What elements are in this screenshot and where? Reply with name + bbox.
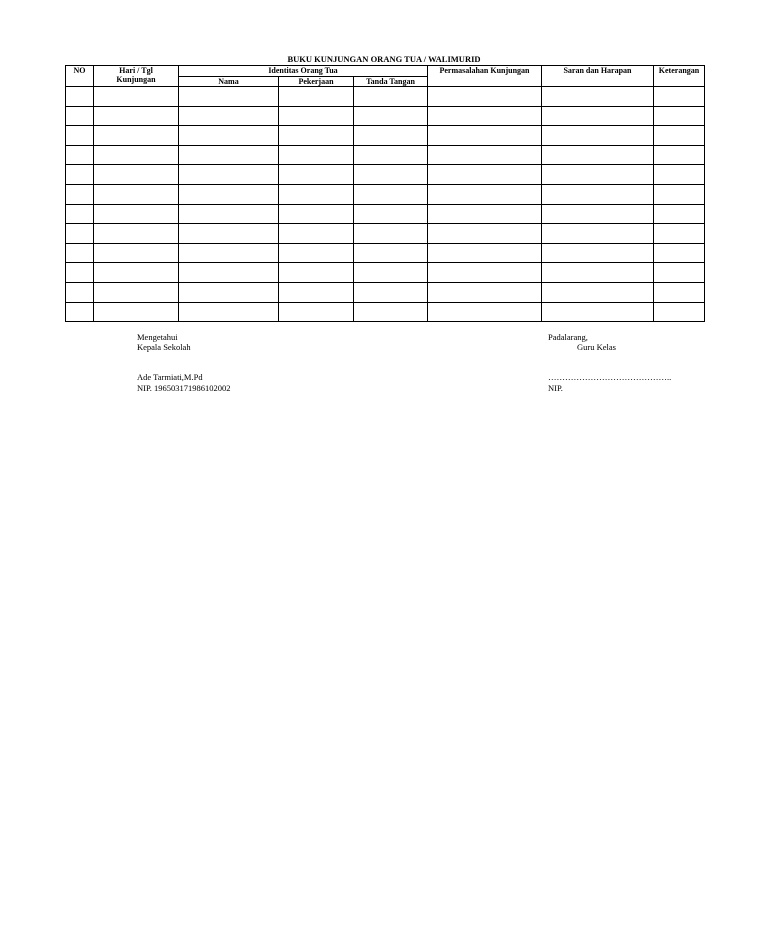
table-cell xyxy=(66,204,94,224)
table-cell xyxy=(542,106,654,126)
table-cell xyxy=(542,126,654,146)
table-cell xyxy=(94,302,179,322)
table-cell xyxy=(654,263,705,283)
table-cell xyxy=(428,106,542,126)
table-cell xyxy=(354,302,428,322)
table-cell xyxy=(179,184,279,204)
header-date-line1: Hari / Tgl xyxy=(119,66,153,75)
right-signer-name-blank: …………………………………….. xyxy=(548,372,672,382)
table-cell xyxy=(354,224,428,244)
table-cell xyxy=(279,87,354,107)
table-cell xyxy=(66,106,94,126)
table-cell xyxy=(428,263,542,283)
table-cell xyxy=(654,126,705,146)
table-row xyxy=(66,87,705,107)
table-cell xyxy=(66,126,94,146)
table-header xyxy=(66,66,705,87)
table-cell xyxy=(354,204,428,224)
left-signer-name: Ade Tarmiati,M.Pd xyxy=(137,372,203,382)
table-cell xyxy=(66,302,94,322)
table-cell xyxy=(654,165,705,185)
header-parent-identity: Identitas Orang Tua xyxy=(179,66,428,77)
table-cell xyxy=(279,165,354,185)
table-cell xyxy=(279,224,354,244)
table-cell xyxy=(542,184,654,204)
table-row xyxy=(66,243,705,263)
table-cell xyxy=(279,204,354,224)
table-cell xyxy=(542,263,654,283)
table-row xyxy=(66,126,705,146)
table-row xyxy=(66,302,705,322)
table-cell xyxy=(542,282,654,302)
left-acknowledged-label: Mengetahui xyxy=(137,332,178,342)
table-cell xyxy=(428,224,542,244)
table-cell xyxy=(354,263,428,283)
table-cell xyxy=(654,224,705,244)
table-row xyxy=(66,224,705,244)
table-cell xyxy=(179,106,279,126)
table-cell xyxy=(66,243,94,263)
table-cell xyxy=(279,302,354,322)
header-name: Nama xyxy=(179,77,279,87)
table-cell xyxy=(179,165,279,185)
table-cell xyxy=(94,224,179,244)
table-cell xyxy=(66,282,94,302)
table-cell xyxy=(179,243,279,263)
table-cell xyxy=(428,145,542,165)
table-cell xyxy=(428,184,542,204)
table-cell xyxy=(66,145,94,165)
table-cell xyxy=(66,165,94,185)
table-cell xyxy=(542,145,654,165)
visit-log-table xyxy=(65,65,705,322)
table-cell xyxy=(179,224,279,244)
header-date xyxy=(94,66,179,87)
table-cell xyxy=(279,243,354,263)
table-cell xyxy=(94,184,179,204)
table-cell xyxy=(279,282,354,302)
table-cell xyxy=(428,126,542,146)
table-cell xyxy=(354,282,428,302)
table-cell xyxy=(654,282,705,302)
table-cell xyxy=(428,282,542,302)
table-row xyxy=(66,282,705,302)
table-cell xyxy=(94,145,179,165)
table-cell xyxy=(279,126,354,146)
table-row xyxy=(66,263,705,283)
left-signer-nip: NIP. 196503171986102002 xyxy=(137,383,231,393)
table-cell xyxy=(542,243,654,263)
table-cell xyxy=(428,302,542,322)
table-cell xyxy=(654,302,705,322)
table-row xyxy=(66,165,705,185)
header-advice-hope: Saran dan Harapan xyxy=(542,66,654,87)
table-cell xyxy=(179,282,279,302)
table-cell xyxy=(654,184,705,204)
table-cell xyxy=(94,165,179,185)
table-cell xyxy=(542,165,654,185)
table-cell xyxy=(179,204,279,224)
table-cell xyxy=(94,204,179,224)
table-cell xyxy=(94,243,179,263)
header-date-line2: Kunjungan xyxy=(116,75,156,84)
table-cell xyxy=(428,165,542,185)
table-cell xyxy=(428,87,542,107)
table-cell xyxy=(179,126,279,146)
table-cell xyxy=(279,145,354,165)
header-visit-problem: Permasalahan Kunjungan xyxy=(428,66,542,87)
table-cell xyxy=(354,184,428,204)
table-cell xyxy=(654,204,705,224)
right-place-label: Padalarang, xyxy=(548,332,588,342)
table-cell xyxy=(179,302,279,322)
table-cell xyxy=(179,263,279,283)
table-cell xyxy=(354,87,428,107)
header-signature: Tanda Tangan xyxy=(354,77,428,87)
table-cell xyxy=(354,126,428,146)
table-cell xyxy=(654,106,705,126)
table-row xyxy=(66,145,705,165)
table-cell xyxy=(428,243,542,263)
table-cell xyxy=(542,87,654,107)
document-title: BUKU KUNJUNGAN ORANG TUA / WALIMURID xyxy=(287,54,481,64)
table-cell xyxy=(279,184,354,204)
table-cell xyxy=(279,263,354,283)
table-row xyxy=(66,106,705,126)
left-role-label: Kepala Sekolah xyxy=(137,342,191,352)
header-notes: Keterangan xyxy=(654,66,705,87)
table-cell xyxy=(94,87,179,107)
table-row xyxy=(66,184,705,204)
table-cell xyxy=(94,106,179,126)
table-cell xyxy=(654,145,705,165)
table-cell xyxy=(354,243,428,263)
table-cell xyxy=(279,106,354,126)
table-cell xyxy=(542,302,654,322)
table-cell xyxy=(542,204,654,224)
table-cell xyxy=(66,263,94,283)
table-cell xyxy=(94,126,179,146)
table-cell xyxy=(94,263,179,283)
table-cell xyxy=(66,184,94,204)
table-cell xyxy=(428,204,542,224)
table-cell xyxy=(354,106,428,126)
header-occupation: Pekerjaan xyxy=(279,77,354,87)
table-cell xyxy=(654,87,705,107)
table-body xyxy=(66,87,705,322)
table-cell xyxy=(66,224,94,244)
table-cell xyxy=(654,243,705,263)
table-cell xyxy=(542,224,654,244)
table-cell xyxy=(354,145,428,165)
table-cell xyxy=(66,87,94,107)
table-cell xyxy=(179,145,279,165)
right-signer-nip: NIP. xyxy=(548,383,563,393)
table-cell xyxy=(179,87,279,107)
table-row xyxy=(66,204,705,224)
header-no: NO xyxy=(66,66,94,87)
table-cell xyxy=(354,165,428,185)
right-role-label: Guru Kelas xyxy=(577,342,616,352)
table-cell xyxy=(94,282,179,302)
